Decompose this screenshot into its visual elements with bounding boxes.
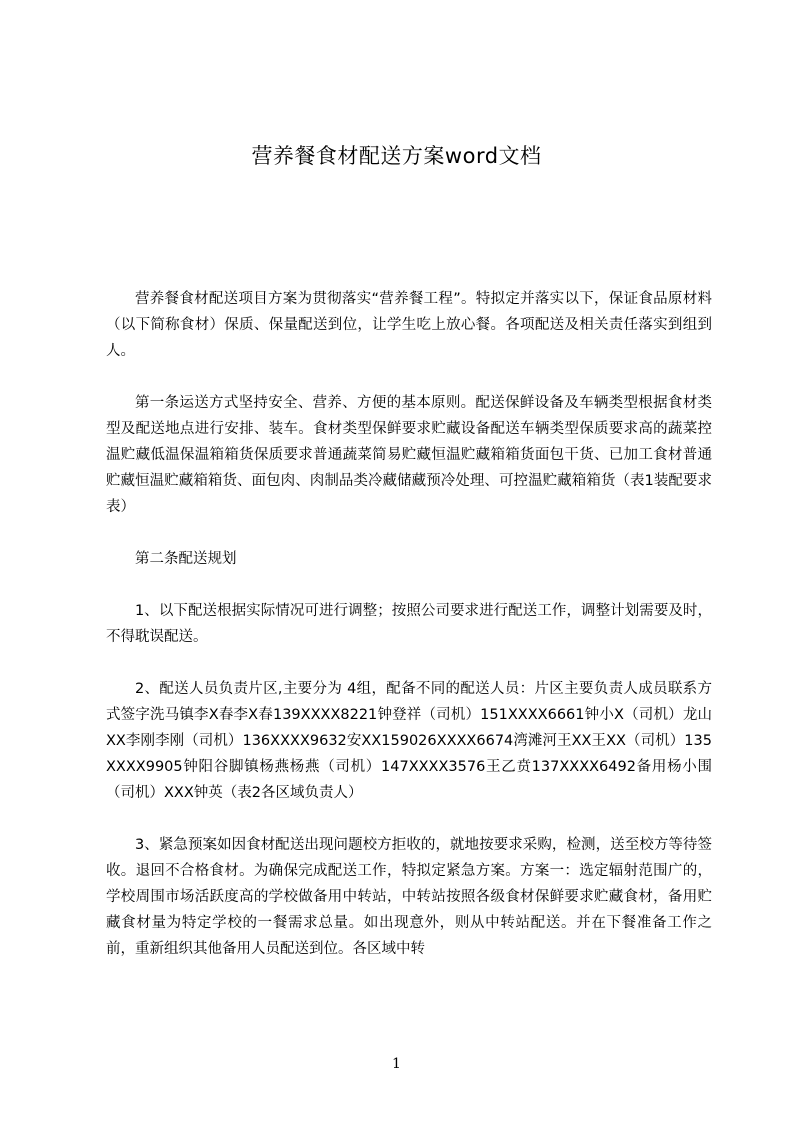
paragraph-intro: 营养餐食材配送项目方案为贯彻落实“营养餐工程”。特拟定并落实以下，保证食品原材料（以下简称食材）保质、保量配送到位，让学生吃上放心餐。各项配送及相关责任落实到组到人。 xyxy=(106,291,712,359)
paragraph-item-3: 3、紧急预案如因食材配送出现问题校方拒收的，就地按要求采购，检测，送至校方等待签收。退回不合格食材。为确保完成配送工作，特拟定紧急方案。方案一：选定辐射范围广的，学校周围市场活跃度高的学校做备用中转站，中转站按照各级食材保鲜要求贮藏食材，备用贮藏食材量为特定学校的一餐需求总量。如出现意外，则从中转站配送。并在下餐准备工作之前，重新组织其他备用人员配送到位。各区域中转 xyxy=(106,837,712,957)
paragraph-gap xyxy=(106,572,712,598)
paragraph-item-1: 1、以下配送根据实际情况可进行调整；按照公司要求进行配送工作，调整计划需要及时，不得耽误配送。 xyxy=(106,603,712,645)
paragraph-gap xyxy=(106,806,712,832)
paragraph-gap xyxy=(106,650,712,676)
paragraph-article-1: 第一条运送方式坚持安全、营养、方便的基本原则。配送保鲜设备及车辆类型根据食材类型及配送地点进行安排、装车。食材类型保鲜要求贮藏设备配送车辆类型保质要求高的蔬菜控温贮藏低温保温箱箱货保质要求普通蔬菜简易贮藏恒温贮藏箱箱货面包干货、已加工食材普通贮藏恒温贮藏箱箱货、面包肉、肉制品类冷藏储藏预冷处理、可控温贮藏箱箱货（表1装配要求表） xyxy=(106,395,712,515)
paragraph-item-2: 2、配送人员负责片区,主要分为 4组，配备不同的配送人员：片区主要负责人成员联系方式签字洗马镇李X春李X春139XXXX8221钟登祥（司机）151XXXX6661钟小X（司机）龙山XX李刚李刚（司机）136XXXX9632安XX159026XXXX6674湾滩河王XX王XX（司机）135XXXX9905钟阳谷脚镇杨燕杨燕（司机）147XXXX3576王乙贲137XXXX6492备用杨小围（司机）XXX钟英（表2各区域负责人） xyxy=(106,681,712,801)
document-title: 营养餐食材配送方案word文档 xyxy=(251,144,542,168)
paragraph-gap xyxy=(106,520,712,546)
paragraph-article-2-heading: 第二条配送规划 xyxy=(135,551,237,567)
page-number: 1 xyxy=(392,1056,401,1072)
paragraph-gap xyxy=(106,364,712,390)
document-body xyxy=(106,286,712,962)
